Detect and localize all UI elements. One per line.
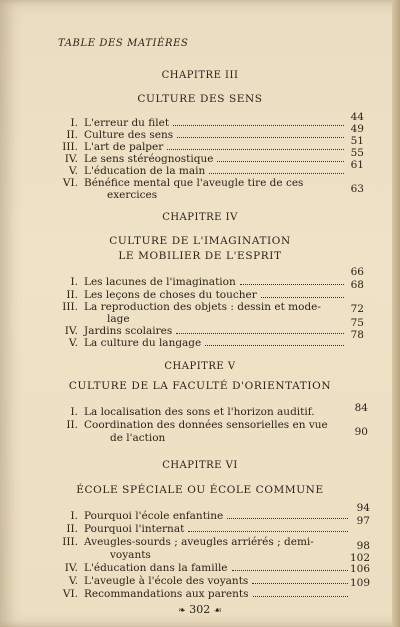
entry-text: L'éducation dans la famille bbox=[84, 562, 228, 574]
entry-text: Les leçons de choses du toucher bbox=[84, 289, 257, 301]
entry-text: Pourquoi l'école enfantine bbox=[84, 510, 224, 522]
entry-text: L'art de palper bbox=[84, 141, 164, 153]
toc-entry[interactable] bbox=[56, 588, 352, 600]
toc-entry[interactable] bbox=[56, 301, 366, 313]
entry-number: IV. bbox=[64, 325, 78, 337]
entry-text: Aveugles-sourds ; aveugles arriérés ; demi- bbox=[84, 536, 314, 548]
entry-continuation: de l'action bbox=[110, 432, 166, 444]
toc-entry[interactable] bbox=[56, 510, 352, 522]
entry-number: II. bbox=[66, 289, 78, 301]
entry-page: 51 bbox=[350, 135, 364, 147]
chapter-title: ÉCOLE SPÉCIALE OU ÉCOLE COMMUNE bbox=[76, 484, 324, 496]
chapter-title: CULTURE DE L'IMAGINATION bbox=[109, 235, 291, 247]
entry-number: I. bbox=[70, 276, 78, 288]
page-folio bbox=[0, 603, 400, 616]
leader-dots bbox=[253, 596, 349, 597]
leader-dots bbox=[261, 297, 344, 298]
toc-entry[interactable] bbox=[56, 165, 348, 177]
chapter-heading: CHAPITRE V bbox=[164, 361, 236, 372]
chapter-heading: CHAPITRE III bbox=[161, 70, 239, 81]
entry-continuation: exercices bbox=[107, 189, 158, 201]
entry-page: 90 bbox=[354, 426, 368, 438]
chapter-heading: CHAPITRE IV bbox=[162, 212, 238, 223]
toc-entry[interactable] bbox=[56, 419, 366, 431]
entry-number: I. bbox=[70, 510, 78, 522]
toc-entry[interactable] bbox=[56, 337, 348, 349]
entry-number: I. bbox=[70, 117, 78, 129]
page-number: 302 bbox=[189, 603, 211, 616]
entry-page: 66 bbox=[350, 266, 364, 278]
entry-number: IV. bbox=[64, 153, 78, 165]
entry-text: La culture du langage bbox=[84, 337, 202, 349]
entry-page: 102 bbox=[349, 552, 370, 564]
entry-continuation: voyants bbox=[110, 549, 151, 561]
entry-page: 61 bbox=[350, 159, 364, 171]
leader-dots bbox=[205, 345, 344, 346]
leader-dots bbox=[188, 531, 348, 532]
toc-entry[interactable] bbox=[56, 117, 348, 129]
entry-page: 63 bbox=[350, 183, 364, 195]
leader-dots bbox=[232, 570, 348, 571]
entry-page: 98 bbox=[356, 540, 370, 552]
entry-number: III. bbox=[62, 536, 78, 548]
toc-entry[interactable] bbox=[56, 153, 348, 165]
entry-number: V. bbox=[68, 575, 78, 587]
toc-entry[interactable] bbox=[56, 406, 366, 418]
toc-entry[interactable] bbox=[56, 141, 348, 153]
leader-dots bbox=[177, 137, 344, 138]
entry-number: IV. bbox=[64, 562, 78, 574]
chapter-subtitle: LE MOBILIER DE L'ESPRIT bbox=[118, 250, 282, 262]
toc-entry[interactable] bbox=[56, 536, 366, 548]
chapter-heading: CHAPITRE VI bbox=[162, 460, 238, 471]
entry-number: II. bbox=[66, 419, 78, 431]
entry-text: Jardins scolaires bbox=[84, 325, 173, 337]
leader-dots bbox=[167, 149, 344, 150]
entry-page: 49 bbox=[350, 123, 364, 135]
entry-text: L'éducation de la main bbox=[84, 165, 206, 177]
leader-dots bbox=[240, 284, 344, 285]
entry-text: L'erreur du filet bbox=[84, 117, 170, 129]
entry-text: Culture des sens bbox=[84, 129, 174, 141]
entry-number: V. bbox=[68, 165, 78, 177]
ornament-left-icon: ❧ bbox=[178, 606, 186, 616]
leader-dots bbox=[252, 583, 348, 584]
toc-entry[interactable] bbox=[56, 177, 366, 189]
leader-dots bbox=[227, 518, 348, 519]
entry-number: III. bbox=[62, 141, 78, 153]
entry-text: La localisation des sons et l'horizon auditif. bbox=[84, 406, 315, 418]
entry-number: VI. bbox=[62, 588, 78, 600]
entry-number: VI. bbox=[62, 177, 78, 189]
toc-entry[interactable] bbox=[56, 289, 348, 301]
running-head: TABLE DES MATIÈRES bbox=[58, 38, 189, 49]
entry-text: Bénéfice mental que l'aveugle tire de ces bbox=[84, 177, 304, 189]
entry-page: 44 bbox=[350, 111, 364, 123]
toc-entry[interactable] bbox=[56, 129, 348, 141]
leader-dots bbox=[176, 333, 344, 334]
entry-page: 75 bbox=[350, 317, 364, 329]
chapter-title: CULTURE DES SENS bbox=[137, 93, 263, 105]
entry-text: Le sens stéréognostique bbox=[84, 153, 214, 165]
entry-number: I. bbox=[70, 406, 78, 418]
entry-text: Recommandations aux parents bbox=[84, 588, 249, 600]
entry-text: Les lacunes de l'imagination bbox=[84, 276, 236, 288]
ornament-right-icon: ☙ bbox=[213, 606, 222, 616]
entry-continuation: lage bbox=[107, 313, 130, 325]
toc-entry[interactable] bbox=[56, 562, 352, 574]
leader-dots bbox=[209, 173, 344, 174]
entry-page: 68 bbox=[350, 279, 364, 291]
entry-page: 94 bbox=[356, 502, 370, 514]
entry-number: V. bbox=[68, 337, 78, 349]
toc-entry[interactable] bbox=[56, 325, 348, 337]
leader-dots bbox=[173, 125, 344, 126]
entry-text: L'aveugle à l'école des voyants bbox=[84, 575, 249, 587]
entry-page: 106 bbox=[349, 563, 370, 575]
entry-number: II. bbox=[66, 129, 78, 141]
entry-page: 109 bbox=[349, 577, 370, 589]
entry-page: 84 bbox=[354, 402, 368, 414]
entry-text: Coordination des données sensorielles en vue bbox=[84, 419, 328, 431]
entry-page: 78 bbox=[350, 329, 364, 341]
entry-number: III. bbox=[62, 301, 78, 313]
entry-page: 72 bbox=[350, 303, 364, 315]
entry-page: 97 bbox=[356, 515, 370, 527]
toc-entry[interactable] bbox=[56, 276, 348, 288]
chapter-title: CULTURE DE LA FACULTÉ D'ORIENTATION bbox=[68, 380, 332, 392]
entry-text: La reproduction des objets : dessin et mode- bbox=[84, 301, 321, 313]
toc-entry[interactable] bbox=[56, 523, 352, 535]
entry-text: Pourquoi l'internat bbox=[84, 523, 185, 535]
leader-dots bbox=[217, 161, 344, 162]
toc-entry[interactable] bbox=[56, 575, 352, 587]
entry-number: II. bbox=[66, 523, 78, 535]
entry-page: 55 bbox=[350, 147, 364, 159]
